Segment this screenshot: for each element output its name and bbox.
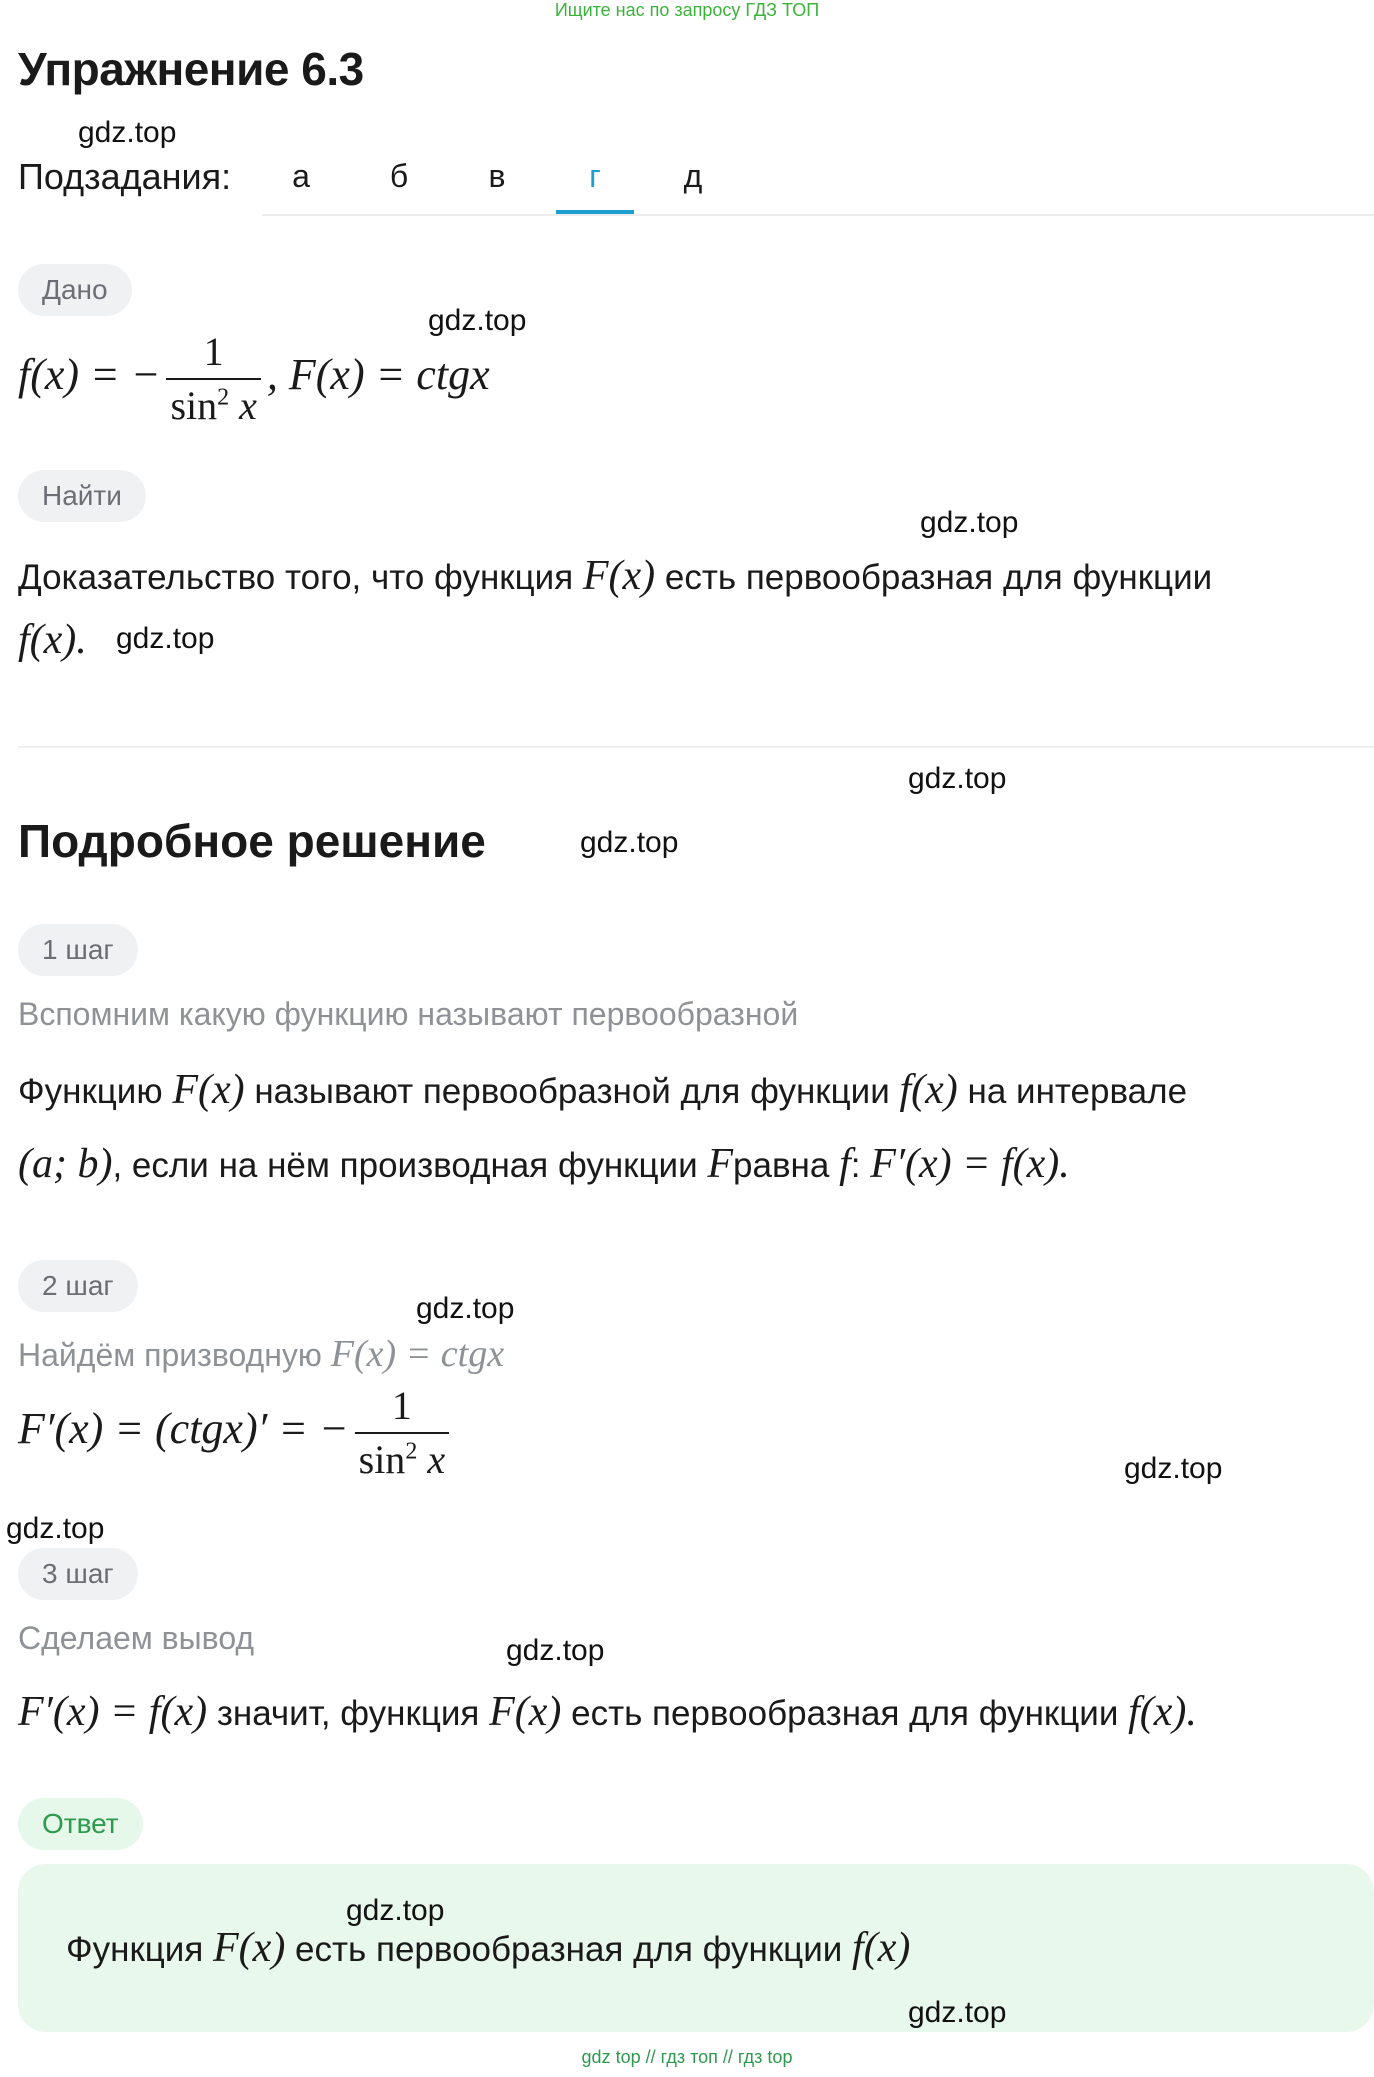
- tab-d[interactable]: д: [683, 158, 703, 194]
- footer-links[interactable]: gdz top // гдз топ // гдз top: [581, 2047, 793, 2067]
- divider: [18, 746, 1374, 748]
- step3-text: F′(x) = f(x) значит, функция F(x) есть первообразная для функции f(x).: [18, 1689, 1197, 1735]
- step3-badge: 3 шаг: [18, 1548, 138, 1600]
- given-badge: Дано: [18, 264, 132, 316]
- tab-v[interactable]: в: [488, 158, 506, 194]
- subtasks-label: Подзадания:: [18, 156, 232, 197]
- step1-text: Функцию F(x) называют первообразной для функции f(x) на интервале (a; b), если на нём производная функции Fравна f: F′(x) = f(x).: [18, 1067, 1188, 1187]
- step2-hint: Найдём призводную F(x) = ctgx: [18, 1333, 505, 1375]
- step1-hint: Вспомним какую функцию называют первообразной: [18, 996, 799, 1032]
- tab-a[interactable]: а: [292, 158, 310, 194]
- tab-b[interactable]: б: [389, 158, 409, 194]
- step2-badge: 2 шаг: [18, 1260, 138, 1312]
- step1-badge: 1 шаг: [18, 924, 138, 976]
- find-fx: f(x).: [18, 617, 87, 663]
- solution-heading: Подробное решение: [18, 815, 486, 867]
- tab-g[interactable]: г: [556, 146, 634, 214]
- watermark: gdz.top: [428, 304, 527, 337]
- watermark: gdz.top: [416, 1292, 515, 1325]
- watermark: gdz.top: [908, 1996, 1007, 2029]
- answer-text: Функция F(x) есть первообразная для функции f(x): [66, 1925, 911, 1971]
- find-badge: Найти: [18, 470, 146, 522]
- watermark: gdz.top: [506, 1634, 605, 1667]
- answer-badge: Ответ: [18, 1798, 143, 1850]
- watermark: gdz.top: [920, 506, 1019, 539]
- top-banner[interactable]: Ищите нас по запросу ГДЗ ТОП: [554, 0, 820, 20]
- page-title: Упражнение 6.3: [18, 43, 364, 95]
- watermark: gdz.top: [78, 116, 177, 149]
- subtasks-tabs: [262, 146, 1374, 216]
- watermark: gdz.top: [908, 762, 1007, 795]
- watermark: gdz.top: [346, 1894, 445, 1927]
- watermark: gdz.top: [580, 826, 679, 859]
- find-text: Доказательство того, что функция F(x) есть первообразная для функции: [18, 553, 1213, 599]
- step3-hint: Сделаем вывод: [18, 1620, 255, 1656]
- watermark: gdz.top: [6, 1512, 105, 1545]
- given-formula: f(x) = − $\frac{1}{\sin^2 x}$ , F(x) = ctgx: [18, 329, 490, 428]
- watermark: gdz.top: [1124, 1452, 1223, 1485]
- watermark: gdz.top: [116, 622, 215, 655]
- step2-formula: F′(x) = (ctgx)′ = − $\frac{1}{\sin^2 x}$: [18, 1384, 455, 1482]
